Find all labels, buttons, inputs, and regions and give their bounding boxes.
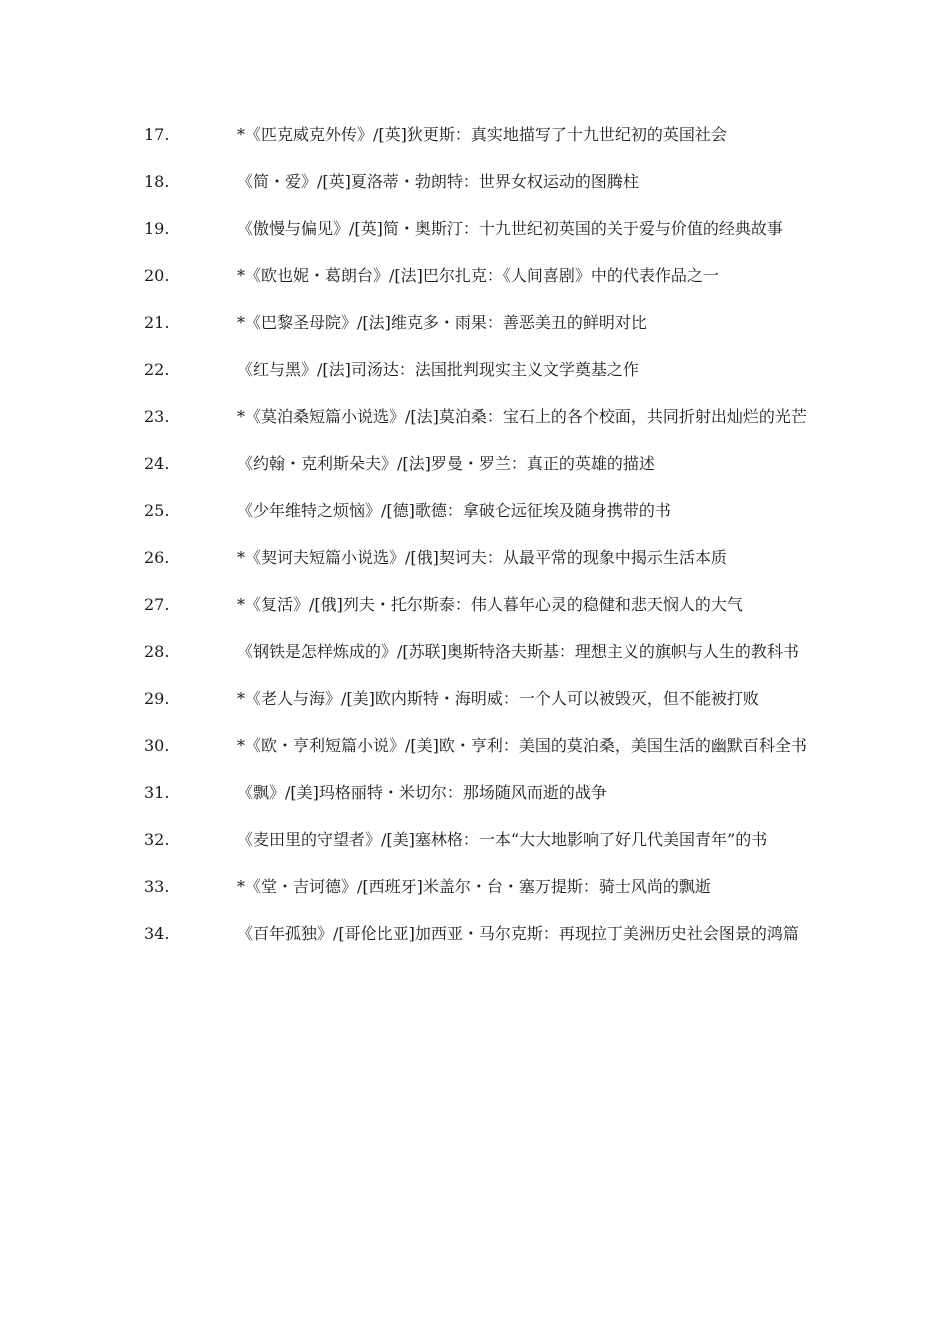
item-text: *《莫泊桑短篇小说选》/[法]莫泊桑：宝石上的各个校面，共同折射出灿烂的光芒 xyxy=(237,407,807,426)
item-text: *《巴黎圣母院》/[法]维克多・雨果：善恶美丑的鲜明对比 xyxy=(237,313,647,332)
item-number: 33. xyxy=(144,877,170,896)
list-item xyxy=(144,451,809,476)
item-number: 27. xyxy=(144,595,170,614)
list-item xyxy=(144,263,809,288)
item-text: 《简・爱》/[英]夏洛蒂・勃朗特：世界女权运动的图腾柱 xyxy=(237,172,639,191)
list-item xyxy=(144,686,809,711)
item-text: 《傲慢与偏见》/[英]简・奥斯汀：十九世纪初英国的关于爱与价值的经典故事 xyxy=(237,219,783,238)
item-text: *《复活》/[俄]列夫・托尔斯泰：伟人暮年心灵的稳健和悲天悯人的大气 xyxy=(237,595,743,614)
item-number: 20. xyxy=(144,266,170,285)
list-item xyxy=(144,827,809,852)
item-number: 21. xyxy=(144,313,170,332)
item-text: 《飘》/[美]玛格丽特・米切尔：那场随风而逝的战争 xyxy=(237,783,607,802)
item-number: 18. xyxy=(144,172,170,191)
item-number: 26. xyxy=(144,548,170,567)
item-number: 29. xyxy=(144,689,170,708)
item-number: 34. xyxy=(144,924,170,943)
item-number: 24. xyxy=(144,454,170,473)
item-text: *《匹克威克外传》/[英]狄更斯：真实地描写了十九世纪初的英国社会 xyxy=(237,125,727,144)
item-text: 《麦田里的守望者》/[美]塞林格：一本“大大地影响了好几代美国青年”的书 xyxy=(237,830,768,849)
item-text: 《红与黑》/[法]司汤达：法国批判现实主义文学奠基之作 xyxy=(237,360,639,379)
item-number: 32. xyxy=(144,830,170,849)
document-page xyxy=(144,122,809,968)
list-item xyxy=(144,310,809,335)
item-number: 22. xyxy=(144,360,170,379)
item-number: 28. xyxy=(144,642,170,661)
list-item xyxy=(144,733,809,758)
item-text: *《老人与海》/[美]欧内斯特・海明威：一个人可以被毁灭，但不能被打败 xyxy=(237,689,759,708)
list-item xyxy=(144,122,809,147)
list-item xyxy=(144,404,809,429)
list-item xyxy=(144,780,809,805)
item-text: 《少年维特之烦恼》/[德]歌德：拿破仑远征埃及随身携带的书 xyxy=(237,501,671,520)
item-text: 《约翰・克利斯朵夫》/[法]罗曼・罗兰：真正的英雄的描述 xyxy=(237,454,655,473)
list-item xyxy=(144,545,809,570)
item-number: 25. xyxy=(144,501,170,520)
item-text: *《堂・吉诃德》/[西班牙]米盖尔・台・塞万提斯：骑士风尚的飘逝 xyxy=(237,877,711,896)
item-number: 30. xyxy=(144,736,170,755)
list-item xyxy=(144,498,809,523)
item-number: 23. xyxy=(144,407,170,426)
item-text: 《百年孤独》/[哥伦比亚]加西亚・马尔克斯：再现拉丁美洲历史社会图景的鸿篇 xyxy=(237,924,799,943)
item-text: *《欧也妮・葛朗台》/[法]巴尔扎克：《人间喜剧》中的代表作品之一 xyxy=(237,266,719,285)
list-item xyxy=(144,921,809,946)
list-item xyxy=(144,874,809,899)
item-text: 《钢铁是怎样炼成的》/[苏联]奥斯特洛夫斯基：理想主义的旗帜与人生的教科书 xyxy=(237,642,799,661)
item-number: 31. xyxy=(144,783,170,802)
list-item xyxy=(144,169,809,194)
list-item xyxy=(144,357,809,382)
item-text: *《欧・亨利短篇小说》/[美]欧・亨利：美国的莫泊桑，美国生活的幽默百科全书 xyxy=(237,736,807,755)
item-number: 19. xyxy=(144,219,170,238)
item-number: 17. xyxy=(144,125,170,144)
list-item xyxy=(144,216,809,241)
item-text: *《契诃夫短篇小说选》/[俄]契诃夫：从最平常的现象中揭示生活本质 xyxy=(237,548,727,567)
list-item xyxy=(144,639,809,664)
list-item xyxy=(144,592,809,617)
